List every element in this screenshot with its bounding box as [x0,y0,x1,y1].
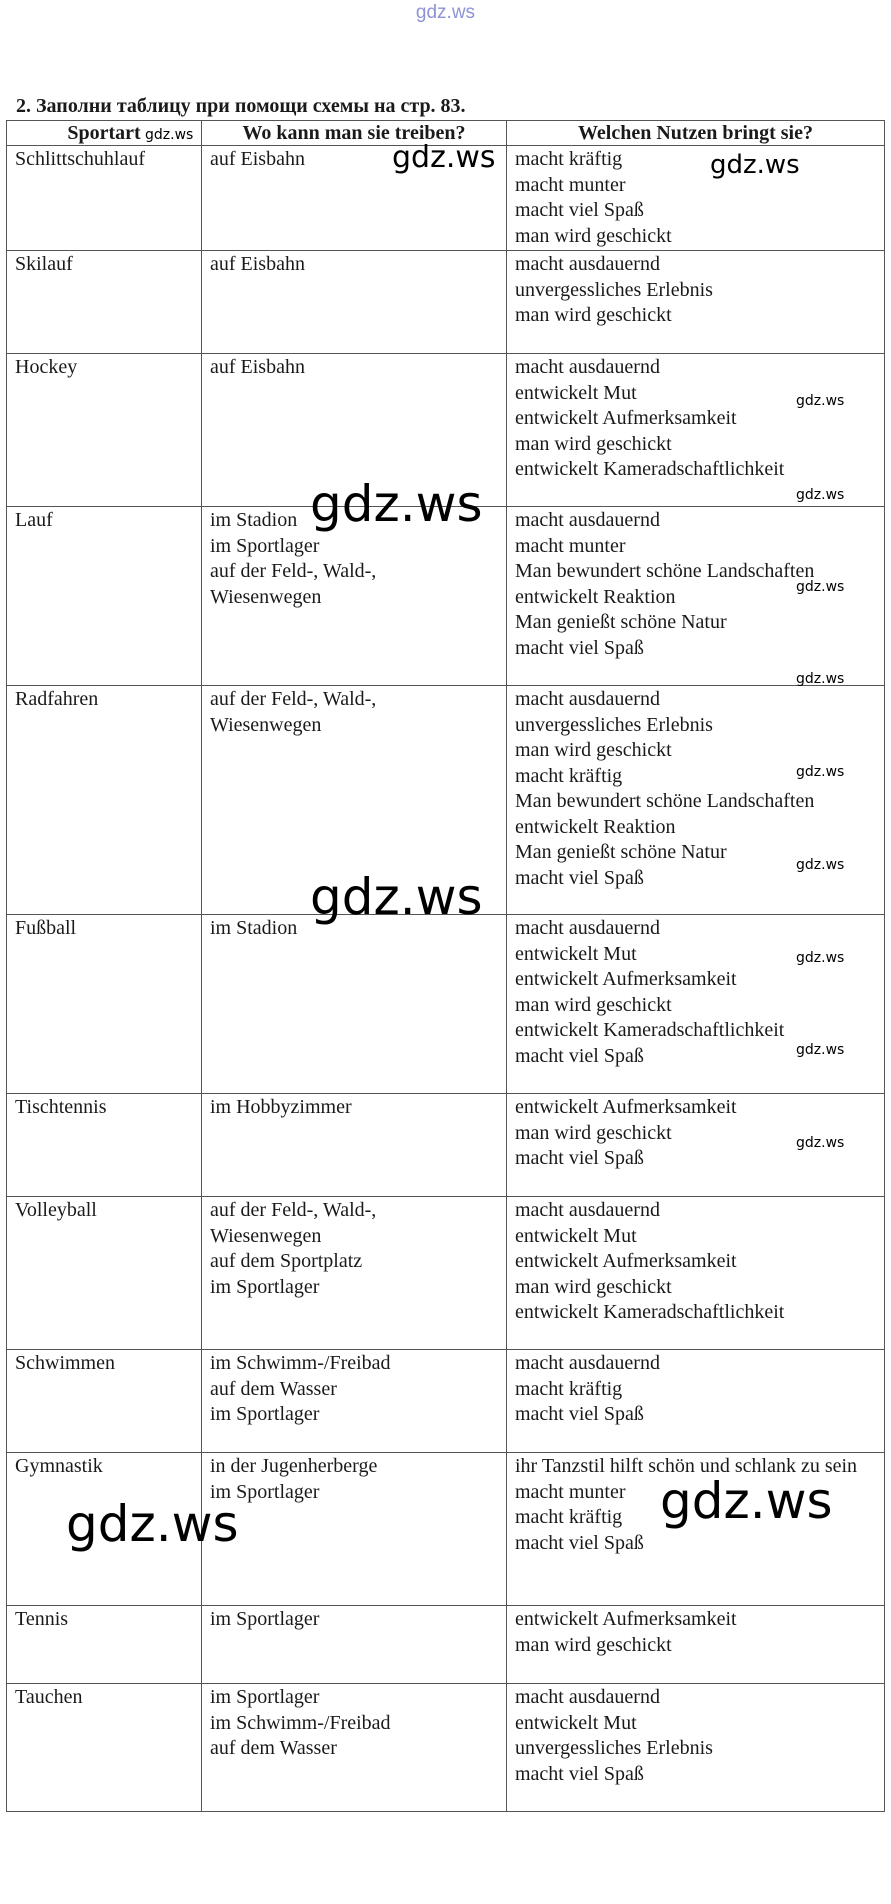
table-row [7,1197,885,1350]
cell-sport: Tennis [7,1606,202,1684]
header-where: Wo kann man sie treiben? [202,121,507,146]
cell-benefit [507,915,885,1094]
benefit-line: macht viel Spaß [515,1762,644,1785]
cell-where [202,354,507,507]
watermark: gdz.ws [310,475,483,533]
table-row [7,251,885,354]
benefit-line: Man bewundert schöne Landschaften [515,560,815,582]
benefit-line: man wird geschickt [515,1121,672,1144]
benefit-line: entwickelt Reaktion [515,585,676,608]
benefit-line: macht kräftig [515,764,623,787]
benefit-line: macht viel Spaß [515,1044,644,1067]
benefit-line: macht ausdauernd [515,1199,660,1221]
table-row [7,354,885,507]
site-watermark-top: gdz.ws [415,2,476,23]
cell-where [202,1350,507,1453]
cell-sport: Gymnastik [7,1453,202,1606]
cell-where [202,507,507,686]
watermark: gdz.ws [660,1472,833,1530]
where-line: Wiesenwegen [210,713,322,736]
where-line: im Sportlager [210,1480,320,1503]
where-line: im Schwimm-/Freibad [210,1711,391,1734]
benefit-line: macht viel Spaß [515,1147,644,1169]
exercise-title: 2. Заполни таблицу при помощи схемы на стр. 83. [16,95,466,117]
watermark: gdz.ws [392,140,496,175]
table-row [7,1094,885,1197]
benefit-line: entwickelt Kameradschaftlichkeit [515,1301,785,1323]
benefit-line: macht ausdauernd [515,688,660,710]
where-line: auf dem Sportplatz [210,1250,363,1272]
benefit-line: man wird geschickt [515,739,672,761]
benefit-line: macht ausdauernd [515,917,660,939]
benefit-line: man wird geschickt [515,304,672,326]
benefit-line: unvergessliches Erlebnis [515,713,713,736]
cell-sport: Schwimmen [7,1350,202,1453]
benefit-line: entwickelt Aufmerksamkeit [515,1096,737,1118]
cell-benefit [507,354,885,507]
cell-sport: Radfahren [7,686,202,915]
cell-where [202,1684,507,1812]
cell-benefit [507,1197,885,1350]
watermark: gdz.ws [796,1042,845,1058]
benefit-line: man wird geschickt [515,993,672,1016]
cell-where [202,251,507,354]
watermark: gdz.ws [145,127,194,143]
cell-sport: Tauchen [7,1684,202,1812]
where-line: im Sportlager [210,1608,320,1630]
where-line: Wiesenwegen [210,585,322,608]
where-line: im Schwimm-/Freibad [210,1352,391,1374]
header-benefit: Welchen Nutzen bringt sie? [507,121,885,146]
cell-benefit [507,686,885,915]
where-line: auf der Feld-, Wald-, [210,1199,377,1221]
benefit-line: entwickelt Aufmerksamkeit [515,1608,737,1630]
benefit-line: entwickelt Aufmerksamkeit [515,1250,737,1272]
cell-sport: Skilauf [7,251,202,354]
cell-sport: Lauf [7,507,202,686]
watermark: gdz.ws [796,393,845,409]
cell-sport: Fußball [7,915,202,1094]
benefit-line: macht ausdauernd [515,1686,660,1708]
benefit-line: unvergessliches Erlebnis [515,1737,713,1759]
where-line: im Sportlager [210,1403,320,1425]
cell-where [202,146,507,251]
cell-sport: Hockey [7,354,202,507]
benefit-line: man wird geschickt [515,432,672,455]
cell-where [202,915,507,1094]
sports-table [6,120,885,1812]
benefit-line: macht ausdauernd [515,1352,660,1374]
table-row [7,1453,885,1606]
watermark: gdz.ws [310,868,483,926]
table-row [7,686,885,915]
watermark: gdz.ws [796,671,845,687]
where-line: im Hobbyzimmer [210,1096,352,1118]
where-line: auf der Feld-, Wald-, [210,560,377,582]
benefit-line: macht munter [515,1480,626,1503]
benefit-line: entwickelt Kameradschaftlichkeit [515,1019,785,1041]
benefit-line: macht kräftig [515,1377,623,1400]
benefit-line: macht ausdauernd [515,509,660,531]
benefit-line: entwickelt Mut [515,381,637,404]
where-line: auf Eisbahn [210,356,305,378]
benefit-line: entwickelt Aufmerksamkeit [515,407,737,429]
watermark: gdz.ws [796,579,845,595]
watermark: gdz.ws [796,764,845,780]
where-line: in der Jugenherberge [210,1455,378,1477]
benefit-line: man wird geschickt [515,224,672,247]
benefit-line: macht kräftig [515,148,623,170]
benefit-line: entwickelt Kameradschaftlichkeit [515,458,785,480]
table-row [7,507,885,686]
benefit-line: entwickelt Reaktion [515,815,676,838]
where-line: auf dem Wasser [210,1377,337,1400]
cell-benefit [507,1350,885,1453]
benefit-line: macht viel Spaß [515,636,644,659]
benefit-line: man wird geschickt [515,1275,672,1298]
table-row [7,915,885,1094]
cell-benefit [507,251,885,354]
benefit-line: entwickelt Aufmerksamkeit [515,968,737,990]
where-line: auf Eisbahn [210,253,305,275]
benefit-line: macht kräftig [515,1506,623,1528]
watermark: gdz.ws [796,487,845,503]
where-line: auf dem Wasser [210,1737,337,1759]
benefit-line: macht munter [515,173,626,196]
benefit-line: Man genießt schöne Natur [515,841,727,863]
benefit-line: macht ausdauernd [515,253,660,275]
cell-where [202,1606,507,1684]
benefit-line: Man genießt schöne Natur [515,611,727,633]
cell-where [202,686,507,915]
cell-sport: Schlittschuhlauf [7,146,202,251]
watermark: gdz.ws [66,1495,239,1553]
benefit-line: entwickelt Mut [515,1224,637,1247]
cell-benefit [507,1453,885,1606]
benefit-line: unvergessliches Erlebnis [515,278,713,301]
where-line: im Sportlager [210,1686,320,1708]
benefit-line: macht munter [515,534,626,557]
cell-where [202,1094,507,1197]
where-line: im Sportlager [210,534,320,557]
table-row [7,1684,885,1812]
benefit-line: macht ausdauernd [515,356,660,378]
benefit-line: entwickelt Mut [515,942,637,965]
watermark: gdz.ws [796,950,845,966]
cell-where [202,1197,507,1350]
where-line: im Sportlager [210,1275,320,1298]
watermark: gdz.ws [710,150,800,180]
where-line: im Stadion [210,509,298,531]
benefit-line: ihr Tanzstil hilft schön und schlank zu sein [515,1455,858,1477]
benefit-line: entwickelt Mut [515,1711,637,1734]
benefit-line: macht viel Spaß [515,866,644,889]
cell-sport: Volleyball [7,1197,202,1350]
benefit-line: macht viel Spaß [515,199,644,221]
watermark: gdz.ws [796,857,845,873]
cell-sport: Tischtennis [7,1094,202,1197]
benefit-line: macht viel Spaß [515,1531,644,1554]
table-header-row [7,121,885,146]
cell-benefit [507,146,885,251]
watermark: gdz.ws [796,1135,845,1151]
benefit-line: macht viel Spaß [515,1403,644,1425]
where-line: auf Eisbahn [210,148,305,170]
benefit-line: man wird geschickt [515,1633,672,1656]
benefit-line: Man bewundert schöne Landschaften [515,790,815,812]
cell-benefit [507,1606,885,1684]
table-row [7,1350,885,1453]
cell-where [202,1453,507,1606]
where-line: Wiesenwegen [210,1224,322,1247]
header-sportart: Sportart [7,121,202,146]
table-row [7,1606,885,1684]
cell-benefit [507,1094,885,1197]
cell-benefit [507,507,885,686]
cell-benefit [507,1684,885,1812]
table-row [7,146,885,251]
where-line: auf der Feld-, Wald-, [210,688,377,710]
where-line: im Stadion [210,917,298,939]
